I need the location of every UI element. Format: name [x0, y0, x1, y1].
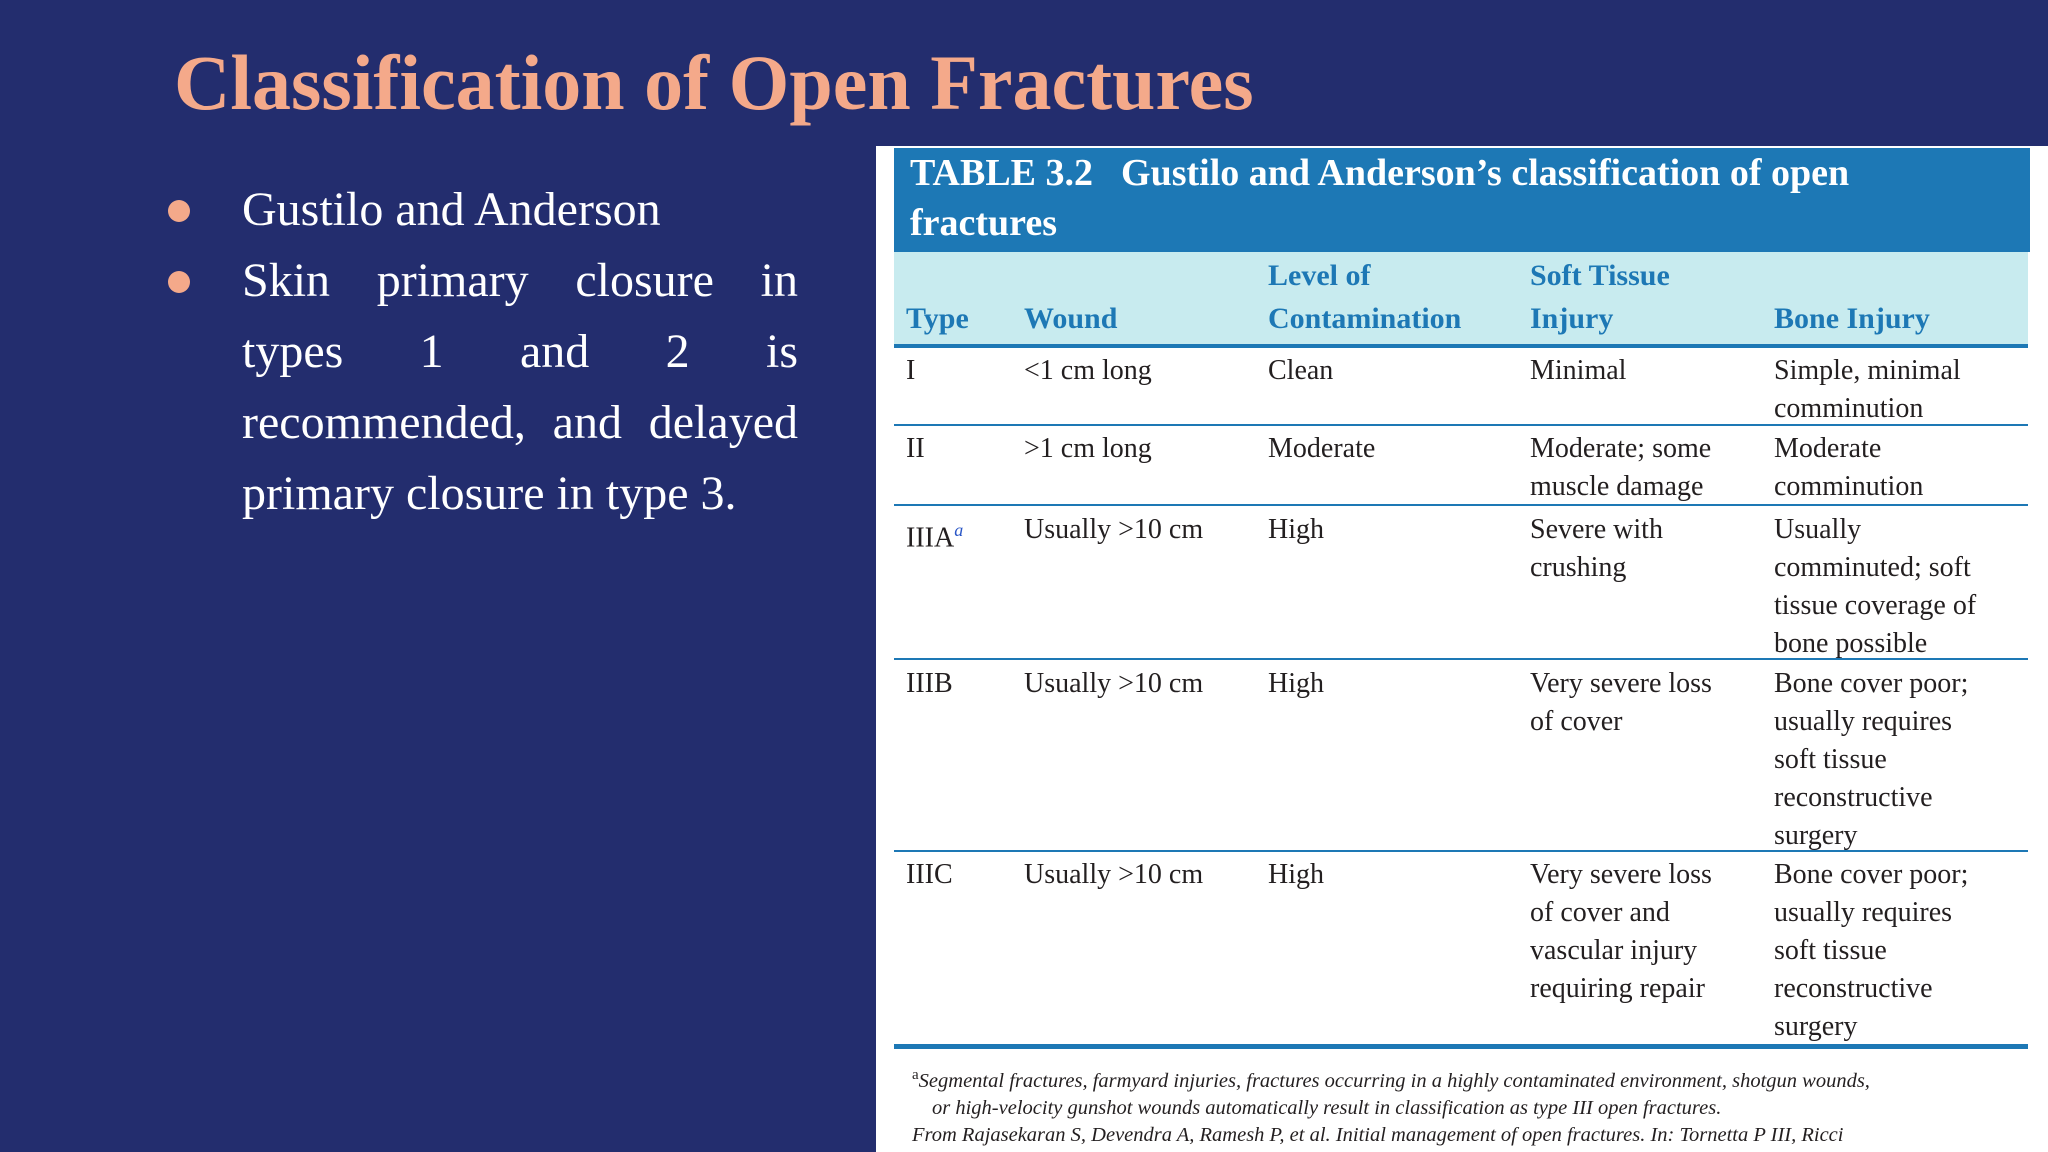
- table-caption-line2: fractures: [910, 202, 1058, 244]
- cell-line: comminution: [1774, 471, 1924, 502]
- cell-line: soft tissue: [1774, 744, 1887, 775]
- table-row: [894, 852, 2028, 1049]
- footnote-source: From Rajasekaran S, Devendra A, Ramesh P, et al. Initial management of open fractures. In: Tornetta P III, Ricci: [912, 1123, 1844, 1146]
- header-soft-tissue-line1: Soft Tissue: [1530, 259, 1670, 292]
- header-contamination: [1268, 254, 1461, 340]
- cell-type: II: [906, 433, 925, 464]
- cell-soft-tissue: [1530, 511, 1740, 587]
- cell-wound: <1 cm long: [1024, 355, 1152, 386]
- cell-line: Moderate; some: [1530, 433, 1712, 464]
- footnote-marker: a: [954, 520, 964, 540]
- cell-line: Very severe loss: [1530, 668, 1712, 699]
- cell-line: of cover: [1530, 706, 1623, 737]
- footnote-line1: Segmental fractures, farmyard injuries, fractures occurring in a highly contaminated environment, shotgun wounds,: [918, 1069, 1870, 1092]
- table-caption-line1: Gustilo and Anderson’s classification of open: [1121, 152, 1850, 194]
- cell-wound: >1 cm long: [1024, 433, 1152, 464]
- cell-soft-tissue: [1530, 430, 1740, 506]
- cell-type-text: IIIA: [906, 522, 955, 554]
- table-header-row: [894, 252, 2028, 348]
- table-footnote: [912, 1062, 2022, 1149]
- cell-wound: Usually >10 cm: [1024, 859, 1204, 890]
- cell-line: tissue coverage of: [1774, 590, 1977, 621]
- cell-line: Simple, minimal: [1774, 355, 1961, 386]
- cell-line: Moderate: [1774, 433, 1882, 464]
- table-row: [894, 660, 2028, 852]
- cell-line: requiring repair: [1530, 973, 1705, 1004]
- bullet-list: [168, 174, 798, 529]
- cell-bone: [1774, 665, 2004, 855]
- cell-contamination: High: [1268, 668, 1324, 699]
- cell-line: Very severe loss: [1530, 859, 1712, 890]
- cell-line: Usually: [1774, 514, 1862, 545]
- cell-type: [906, 511, 963, 557]
- header-bone: Bone Injury: [1774, 302, 1930, 335]
- cell-line: soft tissue: [1774, 935, 1887, 966]
- footnote-line2: or high-velocity gunshot wounds automatically result in classification as type III open fractures.: [932, 1096, 1722, 1119]
- cell-line: Bone cover poor;: [1774, 859, 1969, 890]
- cell-line: reconstructive: [1774, 782, 1933, 813]
- cell-bone: [1774, 430, 2004, 506]
- cell-type: IIIC: [906, 859, 953, 890]
- cell-wound: Usually >10 cm: [1024, 668, 1204, 699]
- header-contamination-line2: Contamination: [1268, 302, 1462, 335]
- cell-line: usually requires: [1774, 897, 1953, 928]
- cell-type: I: [906, 355, 916, 386]
- bullet-dot-icon: [168, 271, 190, 293]
- table-number: TABLE 3.2: [910, 152, 1094, 194]
- cell-wound: Usually >10 cm: [1024, 514, 1204, 545]
- bullet-item: [168, 174, 798, 245]
- cell-line: Severe with: [1530, 514, 1663, 545]
- cell-contamination: High: [1268, 859, 1324, 890]
- cell-contamination: High: [1268, 514, 1324, 545]
- table-caption: [894, 148, 2030, 252]
- table-row: [894, 348, 2028, 426]
- header-soft-tissue-line2: Injury: [1530, 302, 1614, 335]
- cell-line: crushing: [1530, 552, 1627, 583]
- bullet-dot-icon: [168, 200, 190, 222]
- bullet-text: Gustilo and Anderson: [242, 183, 661, 236]
- cell-line: Bone cover poor;: [1774, 668, 1969, 699]
- cell-line: bone possible: [1774, 628, 1928, 659]
- cell-contamination: Moderate: [1268, 433, 1376, 464]
- cell-line: surgery: [1774, 1011, 1858, 1042]
- cell-type: IIIB: [906, 668, 953, 699]
- header-soft-tissue: [1530, 254, 1740, 340]
- table-row: [894, 426, 2028, 506]
- cell-line: of cover and: [1530, 897, 1670, 928]
- cell-bone: [1774, 856, 2004, 1046]
- cell-line: comminuted; soft: [1774, 552, 1971, 583]
- cell-line: vascular injury: [1530, 935, 1698, 966]
- cell-line: surgery: [1774, 820, 1858, 851]
- cell-line: Minimal: [1530, 355, 1627, 386]
- cell-line: reconstructive: [1774, 973, 1933, 1004]
- header-contamination-line1: Level of: [1268, 259, 1371, 292]
- cell-line: comminution: [1774, 393, 1924, 424]
- slide-title: Classification of Open Fractures: [174, 39, 1254, 126]
- cell-line: muscle damage: [1530, 471, 1704, 502]
- bullet-text: Skin primary closure in types 1 and 2 is recommended, and delayed primary closure in type 3.: [242, 254, 798, 520]
- table-row: [894, 506, 2028, 660]
- cell-soft-tissue: [1530, 352, 1740, 390]
- table-image-panel: [876, 146, 2048, 1152]
- bullet-item: [168, 245, 798, 529]
- cell-bone: [1774, 511, 2004, 663]
- header-type: Type: [906, 302, 969, 335]
- cell-contamination: Clean: [1268, 355, 1334, 386]
- header-wound: Wound: [1024, 302, 1118, 335]
- cell-bone: [1774, 352, 2004, 428]
- cell-soft-tissue: [1530, 856, 1740, 1008]
- footnote-marker: a: [912, 1067, 919, 1083]
- cell-line: usually requires: [1774, 706, 1953, 737]
- cell-soft-tissue: [1530, 665, 1740, 741]
